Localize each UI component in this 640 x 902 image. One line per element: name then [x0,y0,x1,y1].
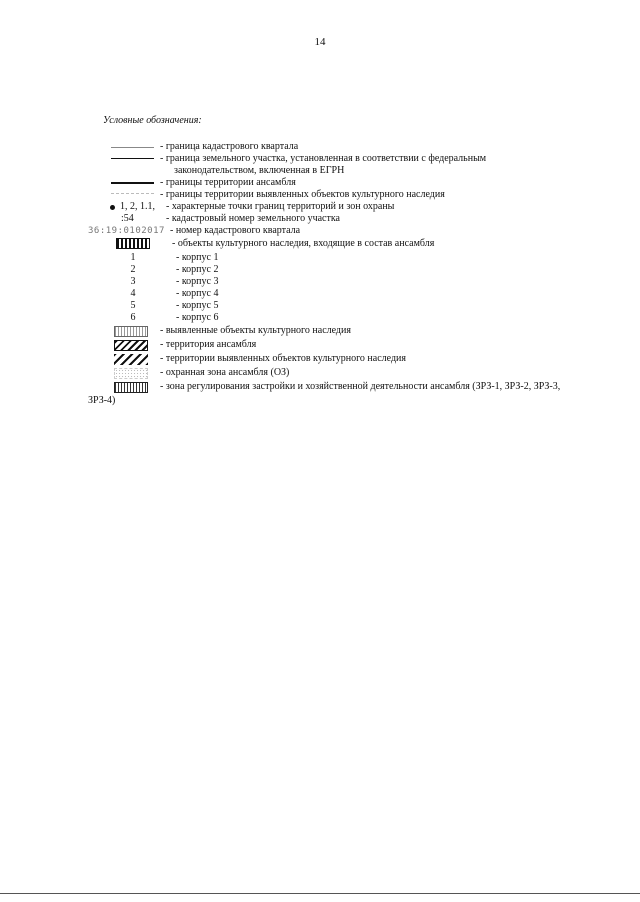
legend-heritage-objects: - объекты культурного наследия, входящие в состав ансамбля [172,238,435,249]
building-number: 4 [130,288,136,299]
point-dot-symbol [110,205,115,210]
building-label: - корпус 3 [176,276,219,287]
legend-land-plot-line2: законодательством, включенная в ЕГРН [174,165,345,176]
legend-cadastral-number: - кадастровый номер земельного участка [166,213,340,224]
legend-protection-zone: - охранная зона ансамбля (ОЗ) [160,367,290,378]
land-plot-line-symbol [111,158,154,159]
building-label: - корпус 1 [176,252,219,263]
legend-quarter-number: - номер кадастрового квартала [170,225,301,236]
building-number: 2 [130,264,136,275]
legend-regulation-zone-line1: - зона регулирования застройки и хозяйственной деятельности ансамбля (ЗРЗ-1, ЗРЗ-2, ЗРЗ-3, [160,381,561,392]
identified-boundary-line-symbol [111,193,154,194]
building-number: 1 [130,252,136,263]
legend-land-plot-line1: - граница земельного участка, установленная в соответствии с федеральным [160,153,487,164]
cadastral-quarter-line-symbol [111,147,154,148]
ensemble-boundary-line-symbol [111,182,154,184]
building-label: - корпус 2 [176,264,219,275]
legend-identified-territories: - территории выявленных объектов культурного наследия [160,353,407,364]
legend-points-prefix: 1, 2, 1.1, [120,201,155,212]
building-number: 6 [130,312,136,323]
legend-ensemble-boundaries: - границы территории ансамбля [160,177,296,188]
building-number: 5 [130,300,136,311]
building-number: 3 [130,276,136,287]
building-label: - корпус 5 [176,300,219,311]
legend-identified-objects: - выявленные объекты культурного наследия [160,325,351,336]
building-label: - корпус 4 [176,288,219,299]
legend-identified-boundaries: - границы территории выявленных объектов культурного наследия [160,189,445,200]
identified-objects-symbol [114,326,148,337]
legend-cadastral-quarter: - граница кадастрового квартала [160,141,299,152]
legend-regulation-zone-line2: ЗРЗ-4) [88,395,116,406]
heritage-objects-symbol [116,238,150,249]
protection-zone-symbol [114,368,148,379]
legend-ensemble-territory: - территория ансамбля [160,339,257,350]
page-bottom-rule [0,893,640,894]
quarter-number-symbol: 36:19:0102017 [88,226,165,236]
identified-territories-symbol [114,354,148,365]
cadastral-number-symbol: :54 [121,213,134,224]
building-label: - корпус 6 [176,312,219,323]
legend-title: Условные обозначения: [103,115,202,126]
legend-characteristic-points: - характерные точки границ территорий и зон охраны [166,201,395,212]
page-number: 14 [314,36,326,48]
ensemble-territory-symbol [114,340,148,351]
regulation-zone-symbol [114,382,148,393]
